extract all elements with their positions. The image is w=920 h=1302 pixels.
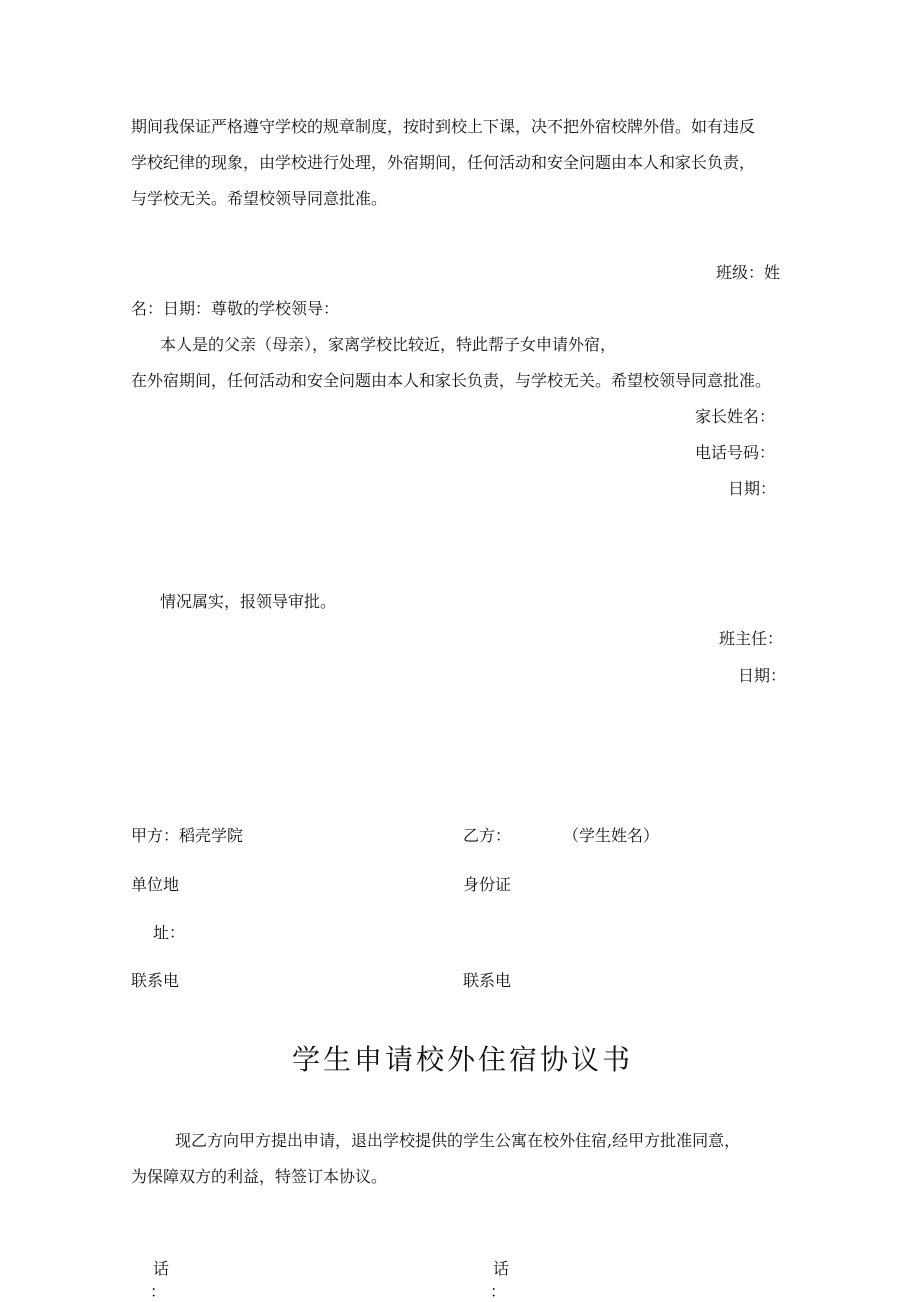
parent-para-line1: 本人是的父亲（母亲），家离学校比较近，特此帮子女申请外宿，	[160, 335, 617, 354]
agreement-intro-line2: 为保障双方的利益，特签订本协议。	[131, 1167, 388, 1186]
party-a-contact-2: 话	[153, 1259, 170, 1278]
para1-line2: 学校纪律的现象，由学校进行处理，外宿期间，任何活动和安全问题由本人和家长负责，	[131, 153, 756, 172]
party-b-label: 乙方：	[463, 826, 512, 845]
teacher-note: 情况属实，报领导审批。	[160, 592, 337, 611]
agreement-intro-line1: 现乙方向甲方提出申请，退出学校提供的学生公寓在校外住宿,经甲方批准同意，	[175, 1131, 741, 1150]
parent-para-line2: 在外宿期间，任何活动和安全问题由本人和家长负责，与学校无关。希望校领导同意批准。	[131, 371, 772, 390]
para1-line3: 与学校无关。希望校领导同意批准。	[131, 189, 388, 208]
head-teacher-label: 班主任：	[719, 629, 784, 648]
party-a-address-2: 址：	[153, 923, 186, 942]
party-b-id-card: 身份证	[463, 875, 512, 894]
party-a-contact-3: ：	[150, 1282, 167, 1301]
class-name-label: 班级：姓	[716, 263, 781, 282]
phone-label: 电话号码：	[695, 443, 776, 462]
teacher-date-label: 日期：	[738, 666, 787, 685]
party-b-contact-2: 话	[493, 1259, 510, 1278]
party-b-contact-3: ：	[490, 1282, 507, 1301]
agreement-title: 学生申请校外住宿协议书	[292, 1043, 634, 1076]
date-and-greeting: 名：日期：尊敬的学校领导：	[131, 299, 340, 318]
party-a-address-1: 单位地	[131, 875, 180, 894]
parent-date-label: 日期：	[728, 479, 777, 498]
student-name-hint: （学生姓名）	[563, 826, 660, 845]
party-a-contact: 联系电	[131, 971, 180, 990]
parent-name-label: 家长姓名：	[695, 407, 776, 426]
party-a-label: 甲方：稻壳学院	[131, 826, 244, 845]
party-b-contact: 联系电	[463, 971, 512, 990]
para1-line1: 期间我保证严格遵守学校的规章制度，按时到校上下课，决不把外宿校牌外借。如有违反	[131, 117, 756, 136]
